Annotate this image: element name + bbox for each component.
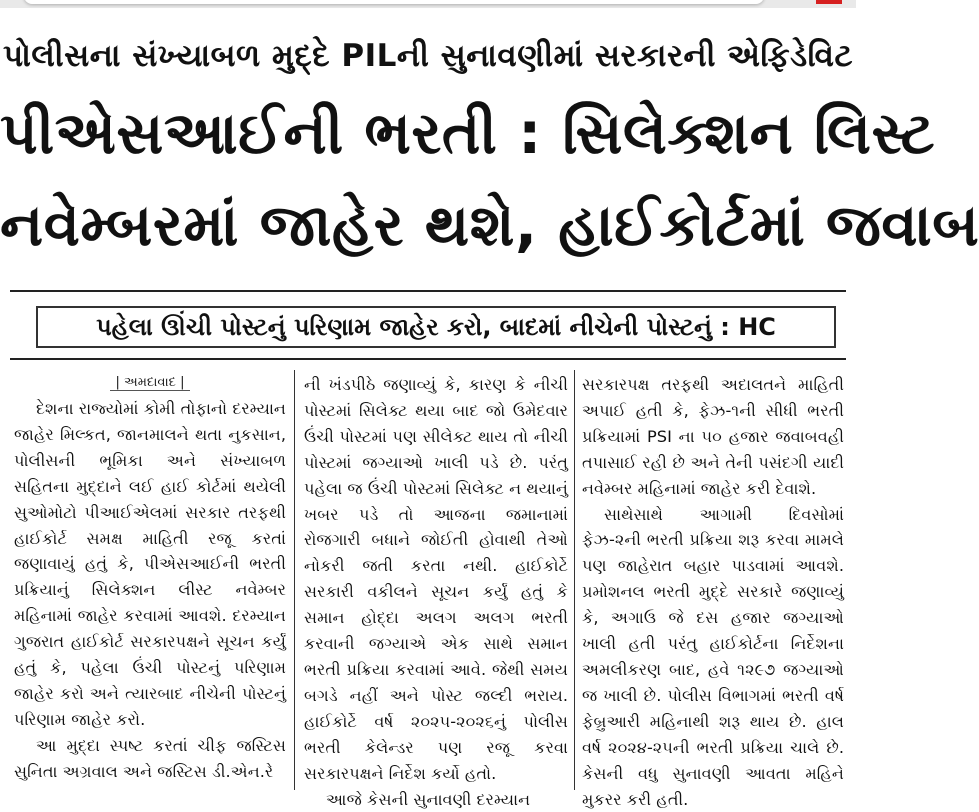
column-separator-2 bbox=[574, 370, 575, 790]
divider-bottom bbox=[10, 358, 846, 360]
column-separator-1 bbox=[294, 370, 295, 790]
article-column-3 bbox=[582, 372, 844, 812]
column-2-paragraph-1: ની ખંડપીઠે જણાવ્યું કે, કારણ કે નીચી પોસ્ટમાં સિલેક્ટ થયા બાદ જો ઉમેદવાર ઉંચી પોસ્ટમાં પણ સીલેક્ટ થાય તો નીચી પોસ્ટમાં જગ્યાઓ ખાલી પડે છે. પરંતુ પહેલા જ ઉંચી પોસ્ટમાં સિલેક્ટ ન થયાનું ખબર પડે તો આજના જમાનામાં રોજગારી બધાને જોઈતી હોવાથી તેઓ નોકરી જતી કરતા નથી. હાઈકોર્ટે સરકારી વકીલને સૂચન કર્યું હતું કે સમાન હોદ્દા અલગ અલગ ભરતી કરવાની જગ્યાએ એક સાથે સમાન ભરતી પ્રક્રિયા કરવામાં આવે. જેથી સમય બગડે નહીં અને પોસ્ટ જલ્દી ભરાય. હાઈકોર્ટે વર્ષ ૨૦૨૫-૨૦૨૬નું પોલીસ ભરતી કેલેન્ડર પણ રજૂ કરવા સરકારપક્ષને નિર્દેશ કર્યો હતો. bbox=[304, 372, 568, 787]
main-headline-line-1: પીએસઆઈની ભરતી : સિલેક્શન લિસ્ટ bbox=[0, 98, 856, 168]
column-3-paragraph-1: સરકારપક્ષ તરફથી અદાલતને માહિતી અપાઈ હતી કે, ફેઝ-૧ની સીધી ભરતી પ્રક્રિયામાં PSI ના ૫૦ હજાર જવાબવહી તપાસાઈ રહી છે અને તેની પસંદગી યાદી નવેમ્બર મહિનામાં જાહેર કરી દેવાશે. bbox=[582, 372, 844, 502]
top-edge bbox=[0, 0, 856, 8]
subheadline-box: પહેલા ઊંચી પોસ્ટનું પરિણામ જાહેર કરો, બાદમાં નીચેની પોસ્ટનું : HC bbox=[36, 306, 836, 348]
kicker-headline: પોલીસના સંખ્યાબળ મુદ્દે PILની સુનાવણીમાં સરકારની એફિડેવિટ bbox=[0, 38, 856, 75]
dateline-text: | અમદાવાદ | bbox=[110, 375, 191, 391]
article-column-2 bbox=[304, 372, 568, 812]
main-headline-line-2: નવેમ્બરમાં જાહેર થશે, હાઈકોર્ટમાં જવાબ bbox=[0, 190, 856, 260]
column-2-paragraph-2: આજે કેસની સુનાવણી દરમ્યાન bbox=[304, 787, 568, 812]
article-column-1 bbox=[14, 372, 286, 785]
divider-top bbox=[10, 290, 846, 292]
red-marker bbox=[816, 0, 842, 4]
column-3-paragraph-2: સાથેસાથે આગામી દિવસોમાં ફેઝ-૨ની ભરતી પ્રક્રિયા શરૂ કરવા મામલે પણ જાહેરાત બહાર પાડવામાં આવશે. પ્રમોશનલ ભરતી મુદ્દે સરકારે જણાવ્યું કે, અગાઉ જે દસ હજાર જગ્યાઓ ખાલી હતી પરંતુ હાઈકોર્ટના નિર્દેશના અમલીકરણ બાદ, હવે ૧૨૯૭ જગ્યાઓ જ ખાલી છે. પોલીસ વિભાગમાં ભરતી વર્ષ ફેબ્રુઆરી મહિનાથી શરૂ થાય છે. હાલ વર્ષ ૨૦૨૪-૨૫ની ભરતી પ્રક્રિયા ચાલે છે. કેસની વધુ સુનાવણી આવતા મહિને મુકરર કરી હતી. bbox=[582, 502, 844, 812]
column-1-paragraph-2: આ મુદ્દા સ્પષ્ટ કરતાં ચીફ જસ્ટિસ સુનિતા અગ્રવાલ અને જસ્ટિસ ડી.એન.રે bbox=[14, 733, 286, 785]
top-card-edge bbox=[24, 0, 764, 4]
column-1-paragraph-1: દેશના રાજ્યોમાં કોમી તોફાનો દરમ્યાન જાહેર મિલ્કત, જાનમાલને થતા નુકસાન, પોલીસની ભૂમિકા અને સંખ્યાબળ સહિતના મુદ્દાને લઈ હાઈ કોર્ટમાં થયેલી સુઓમોટો પીઆઈએલમાં સરકાર તરફથી હાઈકોર્ટ સમક્ષ માહિતી રજૂ કરતાં જણાવાયું હતું કે, પીએસઆઈની ભરતી પ્રક્રિયાનું સિલેક્શન લીસ્ટ નવેમ્બર મહિનામાં જાહેર કરવામાં આવશે. દરમ્યાન ગુજરાત હાઈકોર્ટ સરકારપક્ષને સૂચન કર્યું હતું કે, પહેલા ઉંચી પોસ્ટનું પરિણામ જાહેર કરો અને ત્યારબાદ નીચેની પોસ્ટનું પરિણામ જાહેર કરો. bbox=[14, 396, 286, 733]
dateline bbox=[14, 372, 286, 394]
